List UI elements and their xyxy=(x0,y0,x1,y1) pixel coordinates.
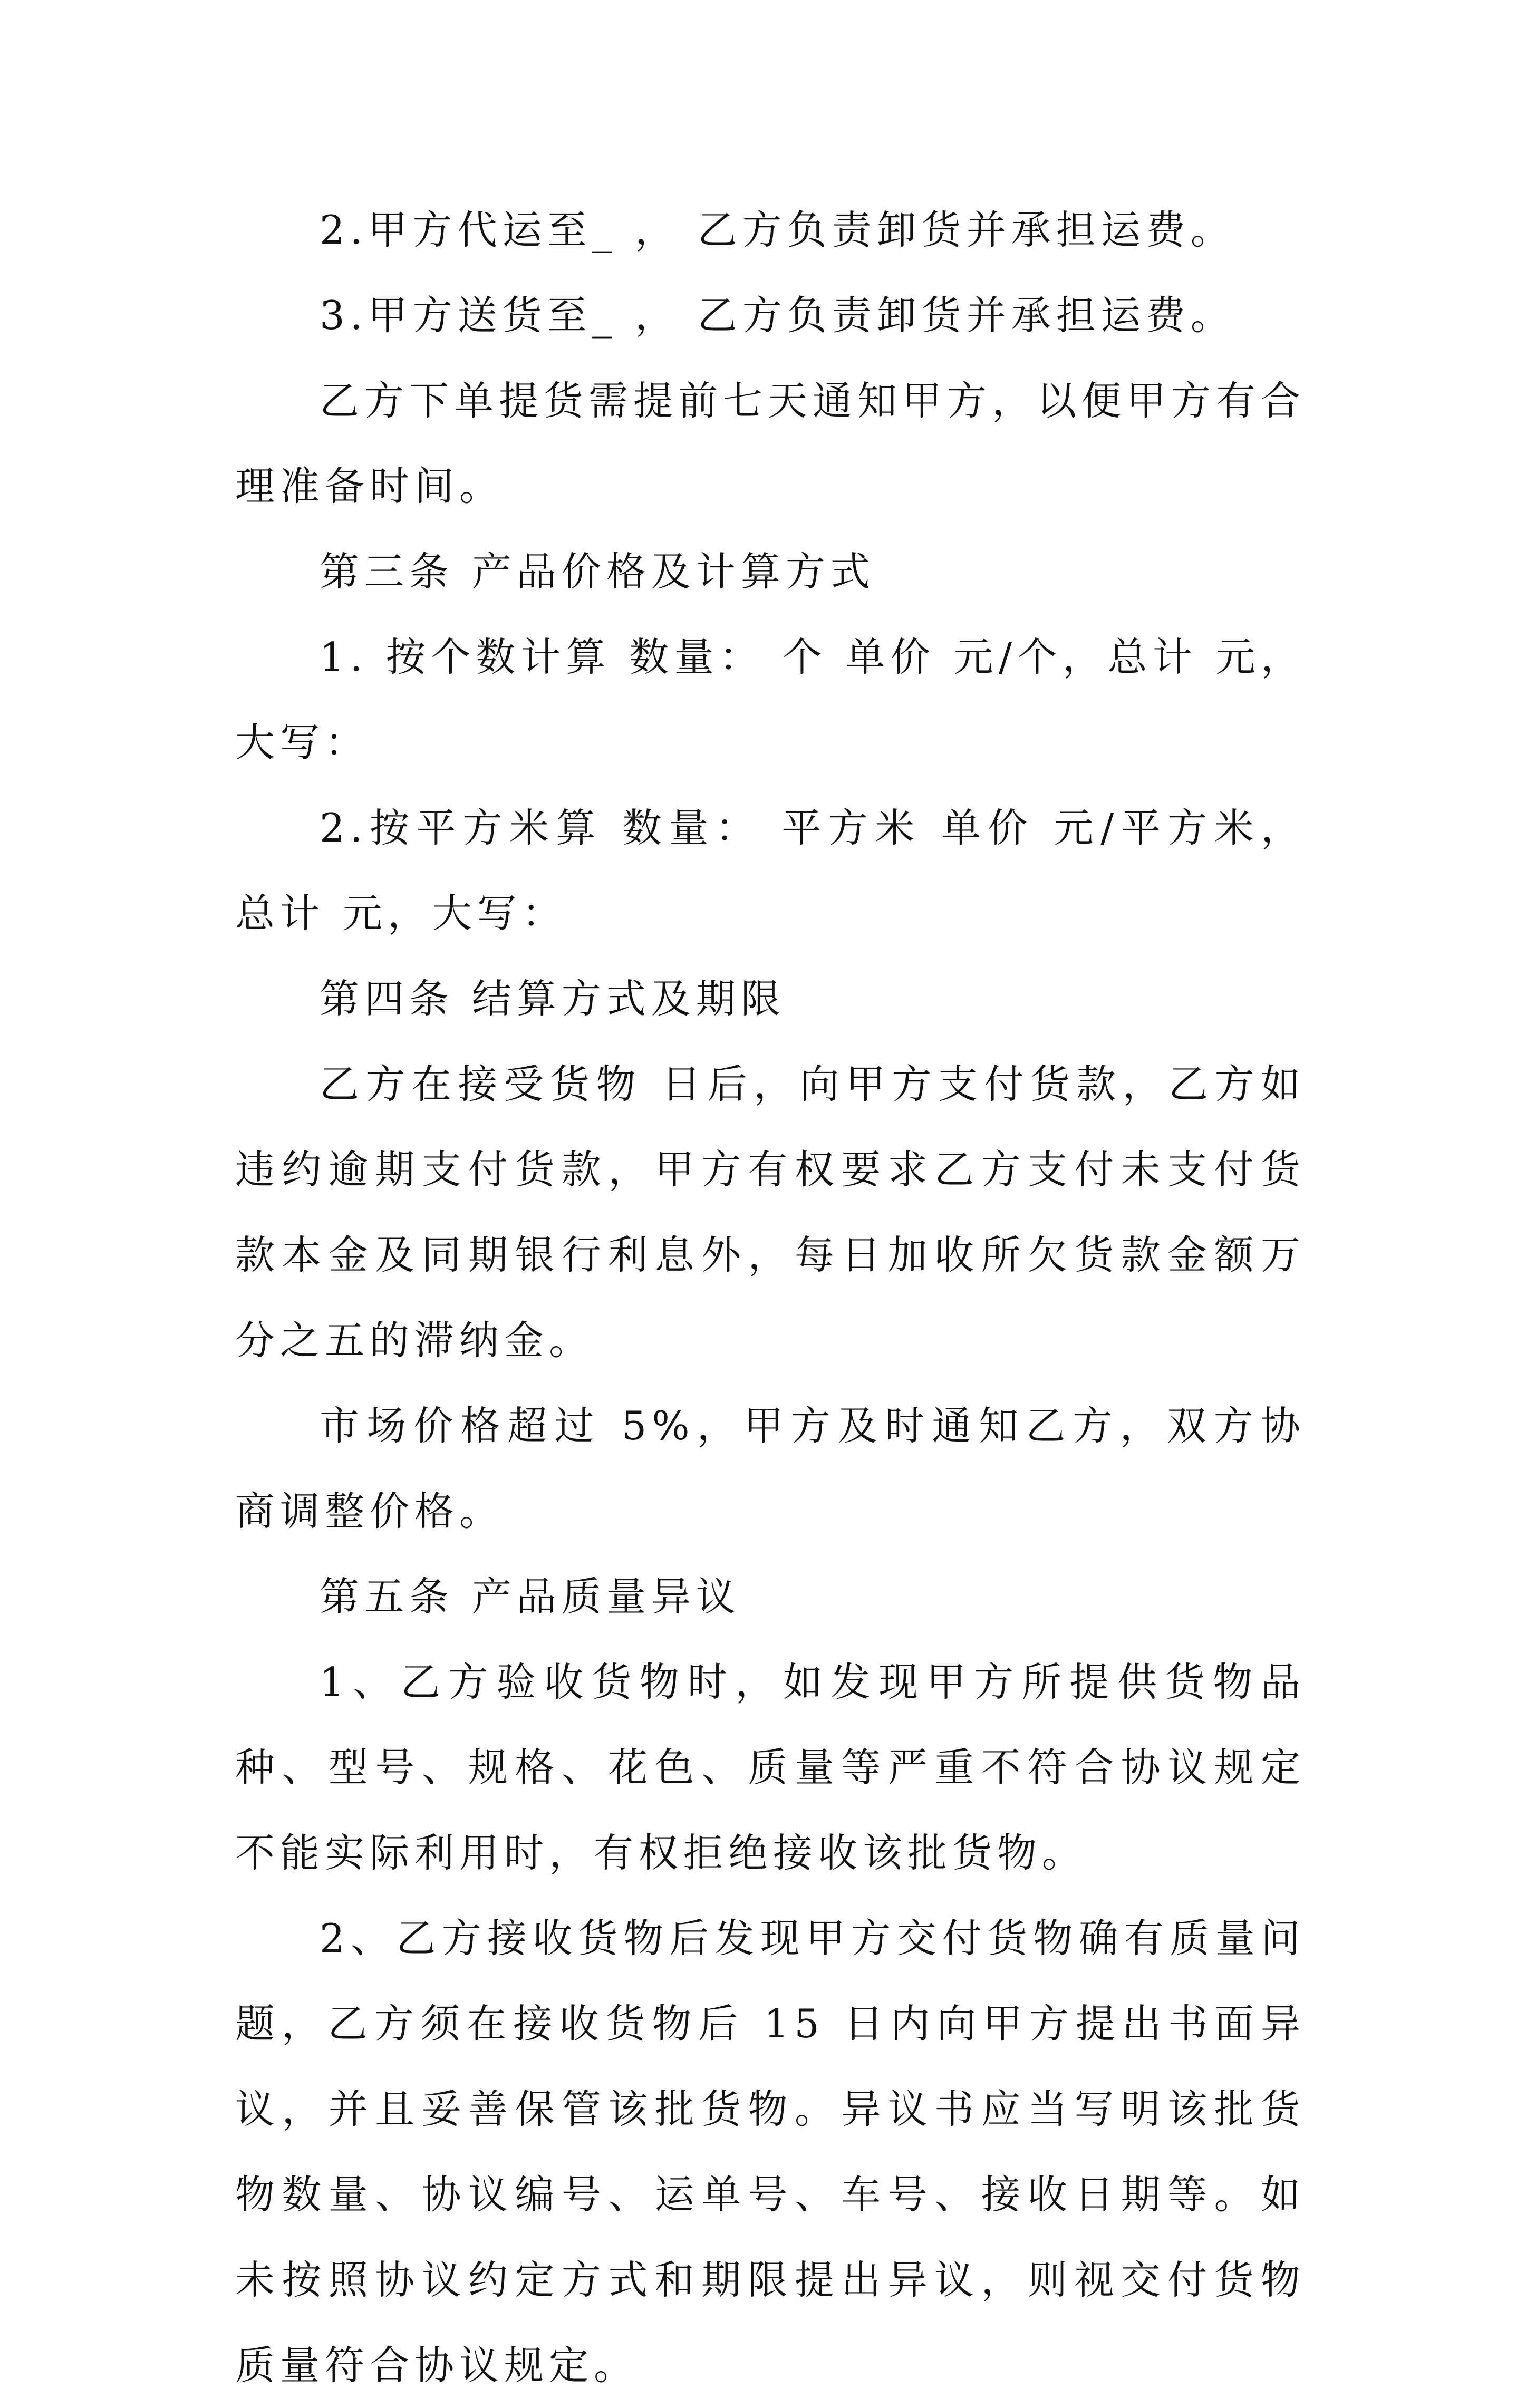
document-body xyxy=(235,187,1306,2408)
clause-delivery-2: 2.甲方代运至_ ， 乙方负责卸货并承担运费。 xyxy=(320,207,1235,253)
quality-objection-1: 1、乙方验收货物时，如发现甲方所提供货物品种、型号、规格、花色、质量等严重不符合协议规定不能实际利用时，有权拒绝接收该批货物。 xyxy=(235,1659,1306,1876)
quality-objection-2: 2、乙方接收货物后发现甲方交付货物确有质量问题，乙方须在接收货物后 15 日内向甲方提出书面异议，并且妥善保管该批货物。异议书应当写明该批货物数量、协议编号、运单号、车号、接收日期等。如未按照协议约定方式和期限提出异议，则视交付货物质量符合协议规定。 xyxy=(235,1915,1306,2388)
article-5-heading: 第五条 产品质量异议 xyxy=(320,1573,741,1620)
price-adjustment-paragraph: 市场价格超过 5%，甲方及时通知乙方，双方协商调整价格。 xyxy=(235,1403,1306,1534)
clause-delivery-3: 3.甲方送货至_ ， 乙方负责卸货并承担运费。 xyxy=(320,292,1235,339)
notice-paragraph: 乙方下单提货需提前七天通知甲方，以便甲方有合理准备时间。 xyxy=(235,378,1306,509)
pricing-by-count: 1. 按个数计算 数量： 个 单价 元/个，总计 元，大写： xyxy=(235,634,1306,766)
pricing-by-area: 2.按平方米算 数量： 平方米 单价 元/平方米，总计 元，大写： xyxy=(235,805,1306,936)
article-4-heading: 第四条 结算方式及期限 xyxy=(320,975,786,1022)
payment-terms-paragraph: 乙方在接受货物 日后，向甲方支付货款，乙方如违约逾期支付货款，甲方有权要求乙方支付未支付货款本金及同期银行利息外，每日加收所欠货款金额万分之五的滞纳金。 xyxy=(235,1061,1306,1363)
article-3-heading: 第三条 产品价格及计算方式 xyxy=(320,548,875,595)
